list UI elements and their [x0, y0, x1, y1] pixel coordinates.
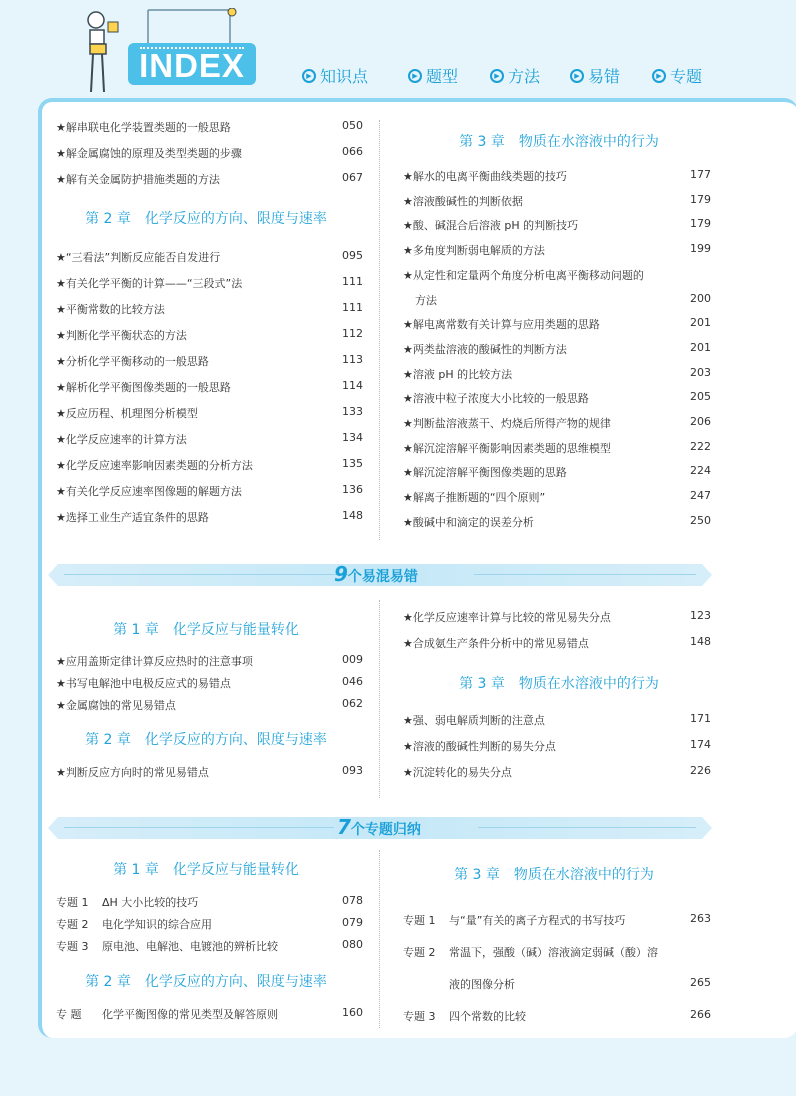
method-item-title: ★解水的电离平衡曲线类题的技巧 — [403, 170, 567, 183]
page-number: 148 — [690, 635, 711, 648]
method-item-title: ★解串联电化学装置类题的一般思路 — [56, 121, 231, 134]
method-item-title: ★解离子推断题的“四个原则” — [403, 491, 546, 505]
page-number: 093 — [342, 764, 363, 777]
page-number: 133 — [342, 405, 363, 418]
page-number: 177 — [690, 168, 711, 181]
error-item-title: ★化学反应速率计算与比较的常见易失分点 — [403, 611, 611, 624]
play-icon: ▶ — [302, 69, 316, 83]
page-number: 123 — [690, 609, 711, 622]
method-item-title: ★选择工业生产适宜条件的思路 — [56, 511, 209, 524]
error-item-title: ★强、弱电解质判断的注意点 — [403, 714, 545, 727]
method-item-title: ★从定性和定量两个角度分析电离平衡移动问题的 — [403, 268, 644, 282]
page-number: 067 — [342, 171, 363, 184]
page-number: 009 — [342, 653, 363, 666]
nav-item-topic[interactable]: ▶ 专题 — [652, 64, 702, 87]
page-number: 114 — [342, 379, 363, 392]
method-item-title: ★解金属腐蚀的原理及类型类题的步骤 — [56, 147, 242, 160]
page-number: 205 — [690, 390, 711, 404]
method-item-title: ★解有关金属防护措施类题的方法 — [56, 173, 220, 186]
method-item-title: ★酸、碱混合后溶液 pH 的判断技巧 — [403, 219, 579, 233]
chapter-title: 第 3 章 物质在水溶液中的行为 — [454, 867, 654, 883]
play-icon: ▶ — [408, 69, 422, 83]
error-item-title: ★应用盖斯定律计算反应热时的注意事项 — [56, 655, 253, 668]
page-number: 206 — [690, 415, 711, 428]
topic-item-title: 化学平衡图像的常见类型及解答原则 — [102, 1008, 278, 1021]
error-item-title: ★判断反应方向时的常见易错点 — [56, 766, 209, 779]
page-number: 111 — [342, 301, 363, 314]
method-item-title: ★两类盐溶液的酸碱性的判断方法 — [403, 342, 567, 356]
header — [0, 0, 796, 110]
page-number: 079 — [342, 916, 363, 929]
method-item-title: ★溶液 pH 的比较方法 — [403, 367, 513, 381]
method-item-title: 方法 — [415, 293, 437, 307]
column-divider — [379, 600, 380, 798]
page-number: 046 — [342, 675, 363, 688]
method-item-title: ★化学反应速率的计算方法 — [56, 433, 187, 446]
chapter-title: 第 2 章 化学反应的方向、限度与速率 — [85, 732, 327, 748]
page-number: 203 — [690, 365, 711, 379]
page-number: 201 — [690, 340, 711, 354]
method-item-title: ★平衡常数的比较方法 — [56, 303, 165, 316]
error-item-title: ★书写电解池中电极反应式的易错点 — [56, 677, 231, 690]
method-item-title: ★多角度判断弱电解质的方法 — [403, 244, 545, 258]
method-item-title: ★酸碱中和滴定的误差分析 — [403, 515, 534, 529]
page-number: 247 — [690, 489, 711, 503]
topic-item-title: 液的图像分析 — [449, 978, 515, 991]
play-icon: ▶ — [490, 69, 504, 83]
page-number: 050 — [342, 119, 363, 132]
chapter-title: 第 2 章 化学反应的方向、限度与速率 — [85, 211, 327, 227]
page-number: 078 — [342, 894, 363, 907]
method-item-title: ★解析化学平衡图像类题的一般思路 — [56, 381, 231, 394]
page-number: 263 — [690, 912, 711, 925]
index-title: INDEX — [128, 43, 256, 85]
page-number: 095 — [342, 249, 363, 262]
method-item-title: ★溶液酸碱性的判断依据 — [403, 194, 523, 208]
page-number: 062 — [342, 697, 363, 710]
column-divider — [379, 120, 380, 540]
page-number: 134 — [342, 431, 363, 444]
page-number: 265 — [690, 976, 711, 989]
method-item-title: ★有关化学平衡的计算——“三段式”法 — [56, 277, 243, 290]
page-number: 222 — [690, 439, 711, 453]
chapter-title: 第 3 章 物质在水溶液中的行为 — [459, 134, 659, 150]
page-number: 179 — [690, 192, 711, 206]
topic-item-title: ΔH 大小比较的技巧 — [102, 896, 199, 909]
error-item-title: ★金属腐蚀的常见易错点 — [56, 699, 176, 712]
topic-number: 专题 1 — [403, 914, 436, 927]
method-item-title: ★解沉淀溶解平衡影响因素类题的思维模型 — [403, 441, 611, 455]
method-item-title: ★“三看法”判断反应能否自发进行 — [56, 251, 221, 264]
dot-decoration — [140, 47, 244, 51]
page-number: 066 — [342, 145, 363, 158]
page-number: 113 — [342, 353, 363, 366]
chapter-title: 第 3 章 物质在水溶液中的行为 — [459, 676, 659, 692]
nav-item-error[interactable]: ▶ 易错 — [570, 64, 620, 87]
topic-number: 专题 3 — [403, 1010, 436, 1023]
method-item-title: ★判断化学平衡状态的方法 — [56, 329, 187, 342]
page-number: 174 — [690, 738, 711, 751]
page-number: 171 — [690, 712, 711, 725]
topic-number: 专题 2 — [56, 918, 89, 931]
page-number: 080 — [342, 938, 363, 951]
topics-banner-title: 7个专题归纳 — [337, 815, 421, 839]
page-number: 160 — [342, 1006, 363, 1019]
errors-banner-title: 9个易混易错 — [334, 562, 418, 586]
method-item-title: ★解沉淀溶解平衡图像类题的思路 — [403, 466, 567, 480]
method-item-title: ★解电离常数有关计算与应用类题的思路 — [403, 318, 600, 332]
nav-item-knowledge[interactable]: ▶ 知识点 — [302, 64, 368, 87]
error-item-title: ★沉淀转化的易失分点 — [403, 766, 512, 779]
column-divider — [379, 850, 380, 1028]
nav-item-method[interactable]: ▶ 方法 — [490, 64, 540, 87]
topic-number: 专 题 — [56, 1008, 82, 1021]
chapter-title: 第 2 章 化学反应的方向、限度与速率 — [85, 974, 327, 990]
page-number: 200 — [690, 291, 711, 305]
method-item-title: ★有关化学反应速率图像题的解题方法 — [56, 485, 242, 498]
page-number: 250 — [690, 513, 711, 527]
topic-number: 专题 1 — [56, 896, 89, 909]
chapter-title: 第 1 章 化学反应与能量转化 — [113, 622, 299, 638]
method-item-title: ★溶液中粒子浓度大小比较的一般思路 — [403, 392, 589, 406]
chapter-title: 第 1 章 化学反应与能量转化 — [113, 862, 299, 878]
page-number: 111 — [342, 275, 363, 288]
topic-item-title: 原电池、电解池、电镀池的辨析比较 — [102, 940, 278, 953]
error-item-title: ★合成氨生产条件分析中的常见易错点 — [403, 637, 589, 650]
topic-item-title: 电化学知识的综合应用 — [102, 918, 212, 931]
page-number: 148 — [342, 509, 363, 522]
method-item-title: ★化学反应速率影响因素类题的分析方法 — [56, 459, 253, 472]
page-number: 135 — [342, 457, 363, 470]
page-number: 136 — [342, 483, 363, 496]
play-icon: ▶ — [652, 69, 666, 83]
topic-item-title: 四个常数的比较 — [449, 1010, 526, 1023]
topic-number: 专题 2 — [403, 946, 436, 959]
method-item-title: ★判断盐溶液蒸干、灼烧后所得产物的规律 — [403, 417, 611, 430]
topic-item-title: 常温下，强酸（碱）溶液滴定弱碱（酸）溶 — [449, 946, 658, 959]
topic-item-title: 与“量”有关的离子方程式的书写技巧 — [449, 914, 626, 927]
topic-number: 专题 3 — [56, 940, 89, 953]
page-number: 266 — [690, 1008, 711, 1021]
page-number: 201 — [690, 316, 711, 330]
page-number: 224 — [690, 464, 711, 478]
error-item-title: ★溶液的酸碱性判断的易失分点 — [403, 740, 556, 753]
page-number: 179 — [690, 217, 711, 231]
page-number: 199 — [690, 242, 711, 256]
method-item-title: ★分析化学平衡移动的一般思路 — [56, 355, 209, 368]
page-number: 226 — [690, 764, 711, 777]
play-icon: ▶ — [570, 69, 584, 83]
nav-item-question-type[interactable]: ▶ 题型 — [408, 64, 458, 87]
method-item-title: ★反应历程、机理图分析模型 — [56, 407, 198, 420]
page-number: 112 — [342, 327, 363, 340]
